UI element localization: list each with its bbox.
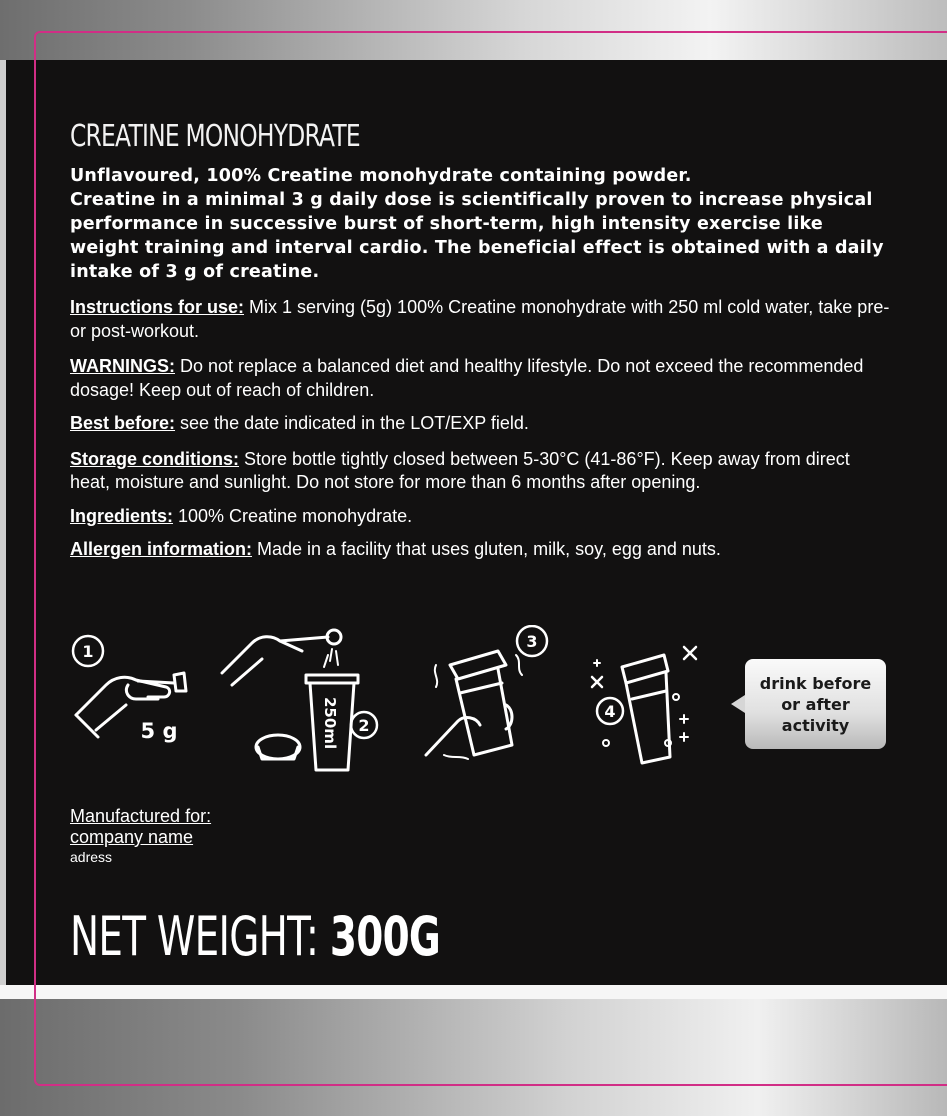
step1-dose: 5 g bbox=[140, 719, 178, 743]
warnings-text: Do not replace a balanced diet and healthy lifestyle. Do not exceed the recommended dosage! Keep out of reach of children. bbox=[70, 356, 864, 400]
company-name: company name bbox=[70, 827, 194, 847]
instructions-paragraph bbox=[70, 296, 890, 343]
drink-timing-text: drink before or after activity bbox=[759, 673, 872, 735]
step1-number: 1 bbox=[82, 642, 94, 661]
instructions-text: Mix 1 serving (5g) 100% Creatine monohydrate with 250 ml cold water, take pre- or post-workout. bbox=[70, 297, 890, 341]
step3-number: 3 bbox=[526, 632, 538, 651]
storage-paragraph bbox=[70, 448, 890, 495]
label-text-block bbox=[70, 118, 890, 562]
company-address: adress bbox=[70, 849, 113, 865]
ingredients-text: 100% Creatine monohydrate. bbox=[173, 505, 413, 526]
white-divider-strip bbox=[0, 985, 947, 999]
allergen-label: Allergen information: bbox=[70, 539, 253, 559]
bottom-metallic-band bbox=[0, 999, 947, 1116]
allergen-paragraph bbox=[70, 538, 890, 562]
product-title: CREATINE MONOHYDRATE bbox=[70, 119, 360, 154]
ingredients-label: Ingredients: bbox=[70, 505, 174, 526]
drink-timing-bubble bbox=[745, 659, 886, 749]
step2-volume: 250ml bbox=[321, 697, 339, 750]
step2-pour-icon bbox=[222, 630, 377, 770]
step2-number: 2 bbox=[358, 716, 370, 735]
net-weight-label: NET WEIGHT: bbox=[70, 905, 330, 968]
best-before-label: Best before: bbox=[70, 413, 176, 433]
net-weight-value: 300G bbox=[329, 905, 441, 968]
best-before-paragraph bbox=[70, 412, 890, 436]
manufacturer-block bbox=[70, 806, 211, 866]
step4-number: 4 bbox=[604, 702, 616, 721]
warnings-label: WARNINGS: bbox=[70, 356, 175, 376]
warnings-paragraph bbox=[70, 355, 890, 402]
storage-label: Storage conditions: bbox=[70, 448, 240, 469]
manufactured-for-label: Manufactured for: bbox=[70, 806, 212, 826]
product-intro-claim: Creatine in a minimal 3 g daily dose is scientifically proven to increase physical performance in successive burst of short-term, high intensity exercise like weight training and interval cardio. The beneficial effect is obtained with a daily intake of 3 g of creatine. bbox=[70, 190, 884, 282]
net-weight bbox=[70, 906, 440, 968]
ingredients-paragraph bbox=[70, 505, 890, 529]
storage-text: Store bottle tightly closed between 5-30°C (41-86°F). Keep away from direct heat, moisture and sunlight. Do not store for more than 6 months after opening. bbox=[70, 448, 850, 492]
allergen-text: Made in a facility that uses gluten, milk, soy, egg and nuts. bbox=[252, 539, 721, 559]
product-intro-lead: Unflavoured, 100% Creatine monohydrate containing powder. bbox=[70, 166, 692, 186]
instructions-label: Instructions for use: bbox=[70, 297, 245, 317]
best-before-text: see the date indicated in the LOT/EXP field. bbox=[175, 413, 529, 433]
top-metallic-band bbox=[0, 0, 947, 60]
